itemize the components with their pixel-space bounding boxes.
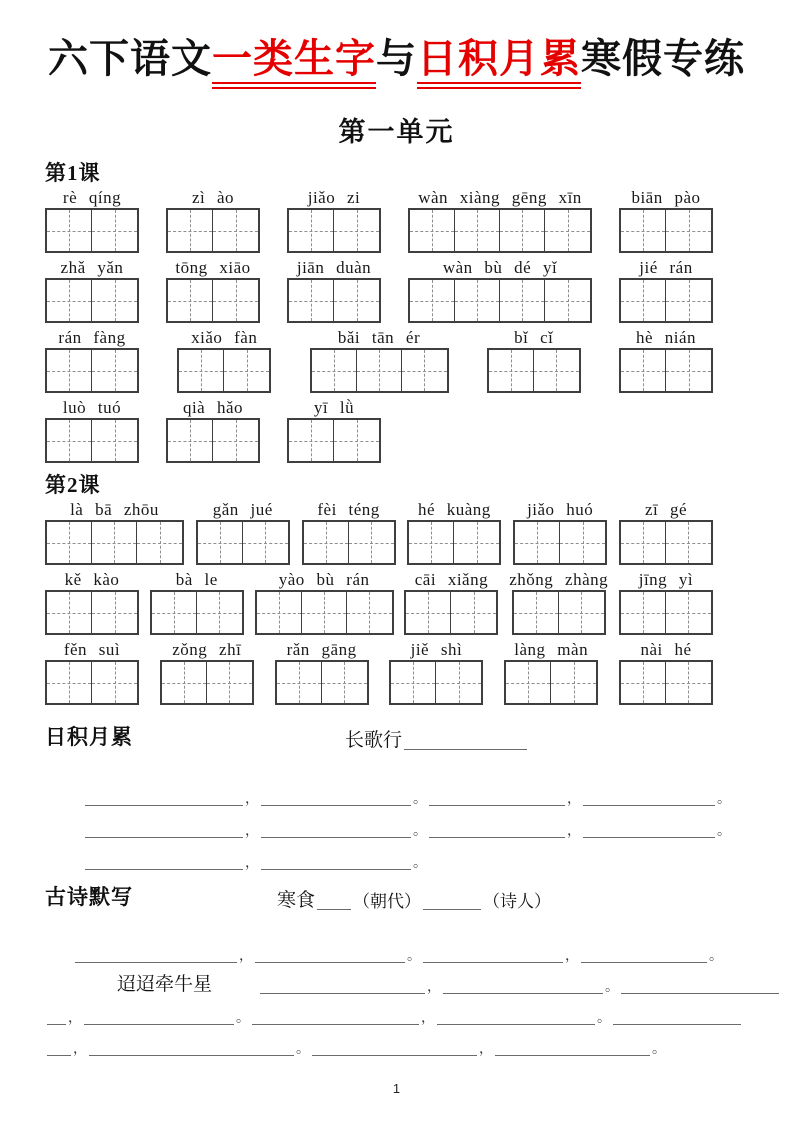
lesson: [25, 469, 768, 705]
word-group: [619, 641, 713, 705]
writing-cell[interactable]: [514, 592, 559, 633]
writing-cell[interactable]: [179, 350, 224, 391]
pinyin-label: zī gé: [644, 500, 688, 519]
writing-cell[interactable]: [47, 420, 92, 461]
writing-grid: [45, 208, 139, 253]
line-punctuation: 。: [597, 1011, 611, 1026]
writing-cell[interactable]: [334, 280, 379, 321]
word-group: [504, 641, 598, 705]
title-part-conjunction: 与: [376, 37, 417, 81]
word-group: [389, 641, 483, 705]
writing-cell[interactable]: [489, 350, 534, 391]
fill-blank[interactable]: [89, 1053, 294, 1056]
word-group: [302, 501, 396, 565]
writing-cell[interactable]: [47, 210, 92, 251]
fill-line: [25, 807, 768, 839]
writing-cell[interactable]: [410, 210, 455, 251]
word-group: [287, 189, 381, 253]
writing-cell[interactable]: [152, 592, 197, 633]
fill-blank[interactable]: [443, 991, 603, 994]
pinyin-label: rán fàng: [58, 328, 126, 347]
riji-fill-lines: [25, 775, 768, 871]
spacer: [25, 994, 115, 995]
writing-cell[interactable]: [92, 662, 137, 703]
writing-grid: [513, 520, 607, 565]
writing-cell[interactable]: [322, 662, 367, 703]
spacer: [25, 806, 85, 807]
fill-line: [25, 964, 768, 995]
word-group: [407, 501, 501, 565]
gushi-section-label: 古诗默写: [45, 886, 133, 909]
word-row: [45, 399, 713, 463]
pinyin-label: hé kuàng: [417, 500, 491, 519]
writing-cell[interactable]: [621, 662, 666, 703]
writing-grid: [45, 348, 139, 393]
writing-cell[interactable]: [349, 522, 394, 563]
fill-blank[interactable]: [583, 803, 715, 806]
writing-cell[interactable]: [92, 210, 137, 251]
writing-cell[interactable]: [92, 350, 137, 391]
pinyin-label: biān pào: [631, 188, 701, 207]
line-punctuation: ，: [565, 949, 579, 964]
line-punctuation: ，: [245, 824, 259, 839]
writing-cell[interactable]: [162, 662, 207, 703]
writing-cell[interactable]: [47, 662, 92, 703]
fill-line: [25, 775, 768, 807]
word-group: [45, 399, 139, 463]
writing-cell[interactable]: [289, 280, 334, 321]
pinyin-label: hè nián: [635, 328, 697, 347]
lessons: [25, 157, 768, 705]
line-punctuation: ，: [421, 1011, 435, 1026]
writing-grid: [45, 278, 139, 323]
lesson: [25, 157, 768, 463]
word-row: [45, 259, 713, 323]
writing-cell[interactable]: [454, 522, 499, 563]
pinyin-label: zǒng zhī: [172, 640, 242, 659]
writing-cell[interactable]: [224, 350, 269, 391]
writing-cell[interactable]: [213, 210, 258, 251]
page-title: [25, 34, 768, 84]
writing-cell[interactable]: [500, 280, 545, 321]
fill-blank[interactable]: [84, 1022, 234, 1025]
pinyin-label: cāi xiǎng: [414, 570, 489, 589]
writing-cell[interactable]: [666, 280, 711, 321]
writing-cell[interactable]: [559, 592, 604, 633]
writing-cell[interactable]: [289, 210, 334, 251]
pinyin-label: jīng yì: [638, 570, 694, 589]
pinyin-label: jiǎo huó: [527, 500, 594, 519]
word-group: [166, 189, 260, 253]
writing-grid: [177, 348, 271, 393]
line-punctuation: ，: [68, 1011, 82, 1026]
writing-cell[interactable]: [534, 350, 579, 391]
line-punctuation: 。: [236, 1011, 250, 1026]
writing-cell[interactable]: [243, 522, 288, 563]
writing-grid: [504, 660, 598, 705]
fill-blank[interactable]: [261, 803, 411, 806]
writing-cell[interactable]: [666, 522, 711, 563]
writing-grid: [302, 520, 396, 565]
writing-grid: [619, 520, 713, 565]
pinyin-label: tōng xiāo: [175, 258, 251, 277]
pinyin-label: luò tuó: [62, 398, 122, 417]
word-group: [287, 399, 381, 463]
writing-grid: [287, 208, 381, 253]
word-group: [408, 189, 592, 253]
writing-cell[interactable]: [289, 420, 334, 461]
poem-title-hanshi: 寒食: [277, 890, 316, 911]
word-row: [45, 571, 713, 635]
writing-cell[interactable]: [257, 592, 302, 633]
word-group: [196, 501, 290, 565]
poet-hint: （诗人）: [483, 892, 552, 911]
writing-grid: [45, 590, 139, 635]
pinyin-label: zhǒng zhàng: [509, 570, 609, 589]
writing-grid: [619, 278, 713, 323]
spacer: [214, 994, 260, 995]
writing-cell[interactable]: [47, 350, 92, 391]
fill-blank[interactable]: [423, 907, 481, 910]
writing-cell[interactable]: [666, 350, 711, 391]
word-row: [45, 641, 713, 705]
riji-header: [45, 721, 768, 751]
line-punctuation: ，: [567, 824, 581, 839]
fill-blank[interactable]: [621, 991, 779, 994]
word-group: [45, 329, 139, 393]
writing-cell[interactable]: [47, 280, 92, 321]
word-group: [45, 501, 184, 565]
word-group: [404, 571, 498, 635]
fill-blank[interactable]: [317, 907, 351, 910]
writing-cell[interactable]: [500, 210, 545, 251]
writing-cell[interactable]: [168, 420, 213, 461]
title-part-prefix: 六下语文: [48, 37, 212, 81]
writing-grid: [275, 660, 369, 705]
writing-cell[interactable]: [213, 420, 258, 461]
pinyin-label: qià hǎo: [182, 398, 244, 417]
word-group: [166, 399, 260, 463]
word-group: [166, 259, 260, 323]
writing-cell[interactable]: [302, 592, 347, 633]
pinyin-label: jiě shì: [410, 640, 463, 659]
gushi-header: [45, 881, 768, 911]
fill-blank[interactable]: [75, 960, 237, 963]
pinyin-label: jiǎo zi: [307, 188, 361, 207]
writing-cell[interactable]: [621, 350, 666, 391]
writing-cell[interactable]: [334, 420, 379, 461]
word-group: [619, 259, 713, 323]
line-punctuation: 。: [717, 824, 731, 839]
line-punctuation: ，: [567, 792, 581, 807]
line-punctuation: ，: [427, 980, 442, 995]
line-punctuation: 。: [413, 856, 427, 871]
writing-cell[interactable]: [506, 662, 551, 703]
writing-cell[interactable]: [197, 592, 242, 633]
writing-cell[interactable]: [277, 662, 322, 703]
word-row: [45, 501, 713, 565]
pinyin-label: nài hé: [640, 640, 692, 659]
fill-blank[interactable]: [47, 1022, 66, 1025]
word-group: [45, 641, 139, 705]
writing-cell[interactable]: [406, 592, 451, 633]
writing-grid: [487, 348, 581, 393]
pinyin-label: wàn bù dé yǐ: [442, 258, 558, 277]
line-punctuation: 。: [652, 1042, 666, 1057]
word-group: [177, 329, 271, 393]
word-group: [255, 571, 394, 635]
writing-cell[interactable]: [47, 592, 92, 633]
writing-cell[interactable]: [621, 210, 666, 251]
writing-cell[interactable]: [455, 210, 500, 251]
writing-cell[interactable]: [92, 522, 137, 563]
pinyin-label: zhǎ yǎn: [60, 258, 124, 277]
fill-blank[interactable]: [429, 803, 565, 806]
spacer: [25, 1025, 47, 1026]
lesson-label: 第2课: [45, 473, 101, 497]
spacer: [25, 870, 85, 871]
line-punctuation: ，: [239, 949, 253, 964]
writing-grid: [512, 590, 606, 635]
word-group: [619, 329, 713, 393]
title-part-suffix: 寒假专练: [581, 37, 745, 81]
fill-blank[interactable]: [583, 835, 715, 838]
writing-cell[interactable]: [47, 522, 92, 563]
fill-blank[interactable]: [613, 1022, 741, 1025]
writing-cell[interactable]: [621, 592, 666, 633]
word-group: [275, 641, 369, 705]
writing-cell[interactable]: [304, 522, 349, 563]
line-punctuation: 。: [709, 949, 723, 964]
fill-blank[interactable]: [429, 835, 565, 838]
writing-cell[interactable]: [92, 280, 137, 321]
fill-blank[interactable]: [252, 1022, 419, 1025]
pinyin-label: rè qíng: [62, 188, 122, 207]
writing-cell[interactable]: [312, 350, 357, 391]
writing-grid: [45, 418, 139, 463]
gushi-poem-title-line: [275, 891, 553, 911]
word-group: [287, 259, 381, 323]
writing-cell[interactable]: [666, 662, 711, 703]
writing-cell[interactable]: [347, 592, 392, 633]
spacer: [25, 963, 75, 964]
writing-grid: [619, 590, 713, 635]
writing-cell[interactable]: [551, 662, 596, 703]
fill-blank[interactable]: [260, 991, 425, 994]
writing-grid: [619, 208, 713, 253]
writing-grid: [287, 278, 381, 323]
word-group: [310, 329, 449, 393]
word-group: [45, 259, 139, 323]
writing-grid: [389, 660, 483, 705]
fill-blank[interactable]: [47, 1053, 71, 1056]
writing-cell[interactable]: [451, 592, 496, 633]
unit-heading: 第一单元: [338, 117, 455, 147]
writing-cell[interactable]: [213, 280, 258, 321]
writing-cell[interactable]: [198, 522, 243, 563]
writing-cell[interactable]: [545, 280, 590, 321]
fill-blank[interactable]: [495, 1053, 650, 1056]
word-group: [150, 571, 244, 635]
writing-cell[interactable]: [410, 280, 455, 321]
writing-cell[interactable]: [621, 280, 666, 321]
pinyin-label: xiǎo fàn: [191, 328, 258, 347]
title-part-highlight2: 日积月累: [417, 37, 581, 89]
word-group: [45, 189, 139, 253]
word-group: [513, 501, 607, 565]
writing-cell[interactable]: [357, 350, 402, 391]
fill-line: [25, 839, 768, 871]
writing-grid: [287, 418, 381, 463]
fill-blank[interactable]: [85, 803, 243, 806]
line-punctuation: ，: [245, 856, 259, 871]
fill-blank[interactable]: [437, 1022, 595, 1025]
pinyin-label: bǐ cǐ: [514, 328, 554, 347]
writing-cell[interactable]: [402, 350, 447, 391]
line-punctuation: 。: [407, 949, 421, 964]
writing-cell[interactable]: [391, 662, 436, 703]
lesson-label: 第1课: [45, 161, 101, 185]
line-punctuation: 。: [413, 824, 427, 839]
fill-blank[interactable]: [255, 960, 405, 963]
spacer: [25, 1056, 47, 1057]
word-group: [619, 501, 713, 565]
line-punctuation: 。: [296, 1042, 310, 1057]
gushi-moxie-section: [25, 881, 768, 1057]
fill-blank[interactable]: [261, 867, 411, 870]
writing-cell[interactable]: [621, 522, 666, 563]
writing-grid: [310, 348, 449, 393]
fill-blank[interactable]: [404, 747, 527, 750]
line-punctuation: ，: [245, 792, 259, 807]
word-group: [487, 329, 581, 393]
writing-grid: [45, 520, 184, 565]
writing-grid: [408, 278, 592, 323]
fill-line: [25, 1026, 768, 1057]
pinyin-label: yào bù rán: [278, 570, 370, 589]
pinyin-label: jiān duàn: [296, 258, 372, 277]
writing-grid: [160, 660, 254, 705]
writing-grid: [45, 660, 139, 705]
fill-blank[interactable]: [261, 835, 411, 838]
writing-cell[interactable]: [409, 522, 454, 563]
writing-cell[interactable]: [168, 210, 213, 251]
pinyin-label: zì ào: [191, 188, 235, 207]
fill-blank[interactable]: [312, 1053, 477, 1056]
fill-line: [25, 995, 768, 1026]
title-part-highlight1: 一类生字: [212, 37, 376, 89]
pinyin-label: wàn xiàng gēng xīn: [418, 188, 582, 207]
writing-grid: [166, 418, 260, 463]
fill-blank[interactable]: [423, 960, 563, 963]
line-punctuation: ，: [479, 1042, 493, 1057]
word-group: [408, 259, 592, 323]
pinyin-label: jié rán: [639, 258, 693, 277]
pinyin-label: gǎn jué: [212, 500, 273, 519]
word-group: [619, 571, 713, 635]
writing-cell[interactable]: [168, 280, 213, 321]
line-punctuation: 。: [413, 792, 427, 807]
writing-cell[interactable]: [207, 662, 252, 703]
page-number: 1: [392, 1081, 401, 1096]
pinyin-label: yī lǜ: [313, 398, 355, 417]
pinyin-label: bà le: [175, 570, 218, 589]
writing-cell[interactable]: [334, 210, 379, 251]
writing-cell[interactable]: [436, 662, 481, 703]
word-group: [509, 571, 608, 635]
writing-cell[interactable]: [92, 420, 137, 461]
word-row: [45, 189, 713, 253]
pinyin-label: kě kào: [64, 570, 120, 589]
spacer: [25, 838, 85, 839]
fill-blank[interactable]: [581, 960, 707, 963]
line-punctuation: 。: [605, 980, 620, 995]
riji-yuelei-section: [25, 721, 768, 871]
writing-grid: [166, 208, 260, 253]
writing-grid: [150, 590, 244, 635]
word-group: [45, 571, 139, 635]
pinyin-label: bǎi tān ér: [337, 328, 421, 347]
writing-cell[interactable]: [560, 522, 605, 563]
pinyin-label: làng màn: [514, 640, 589, 659]
line-punctuation: ，: [73, 1042, 87, 1057]
writing-grid: [166, 278, 260, 323]
riji-section-label: 日积月累: [45, 726, 133, 749]
word-row: [45, 329, 713, 393]
poem-title-tiaotiao: 迢迢牵牛星: [117, 974, 213, 995]
writing-cell[interactable]: [545, 210, 590, 251]
writing-cell[interactable]: [666, 210, 711, 251]
writing-grid: [619, 348, 713, 393]
writing-grid: [619, 660, 713, 705]
writing-cell[interactable]: [666, 592, 711, 633]
line-punctuation: 。: [717, 792, 731, 807]
fill-blank[interactable]: [85, 835, 243, 838]
word-group: [619, 189, 713, 253]
writing-grid: [255, 590, 394, 635]
writing-cell[interactable]: [92, 592, 137, 633]
writing-cell[interactable]: [515, 522, 560, 563]
writing-grid: [408, 208, 592, 253]
writing-cell[interactable]: [455, 280, 500, 321]
poem-title-changgexing: 长歌行: [345, 730, 403, 751]
fill-blank[interactable]: [85, 867, 243, 870]
riji-poem-title-line: [343, 731, 527, 751]
pinyin-label: fěn suì: [63, 640, 121, 659]
writing-grid: [404, 590, 498, 635]
writing-grid: [407, 520, 501, 565]
pinyin-label: là bā zhōu: [70, 500, 159, 519]
fill-line: [25, 933, 768, 964]
gushi-fill-lines: [25, 933, 768, 1057]
writing-grid: [196, 520, 290, 565]
dynasty-hint: （朝代）: [353, 892, 422, 911]
word-group: [160, 641, 254, 705]
writing-cell[interactable]: [137, 522, 182, 563]
pinyin-label: fèi téng: [317, 500, 380, 519]
pinyin-label: rǎn gāng: [286, 640, 357, 659]
